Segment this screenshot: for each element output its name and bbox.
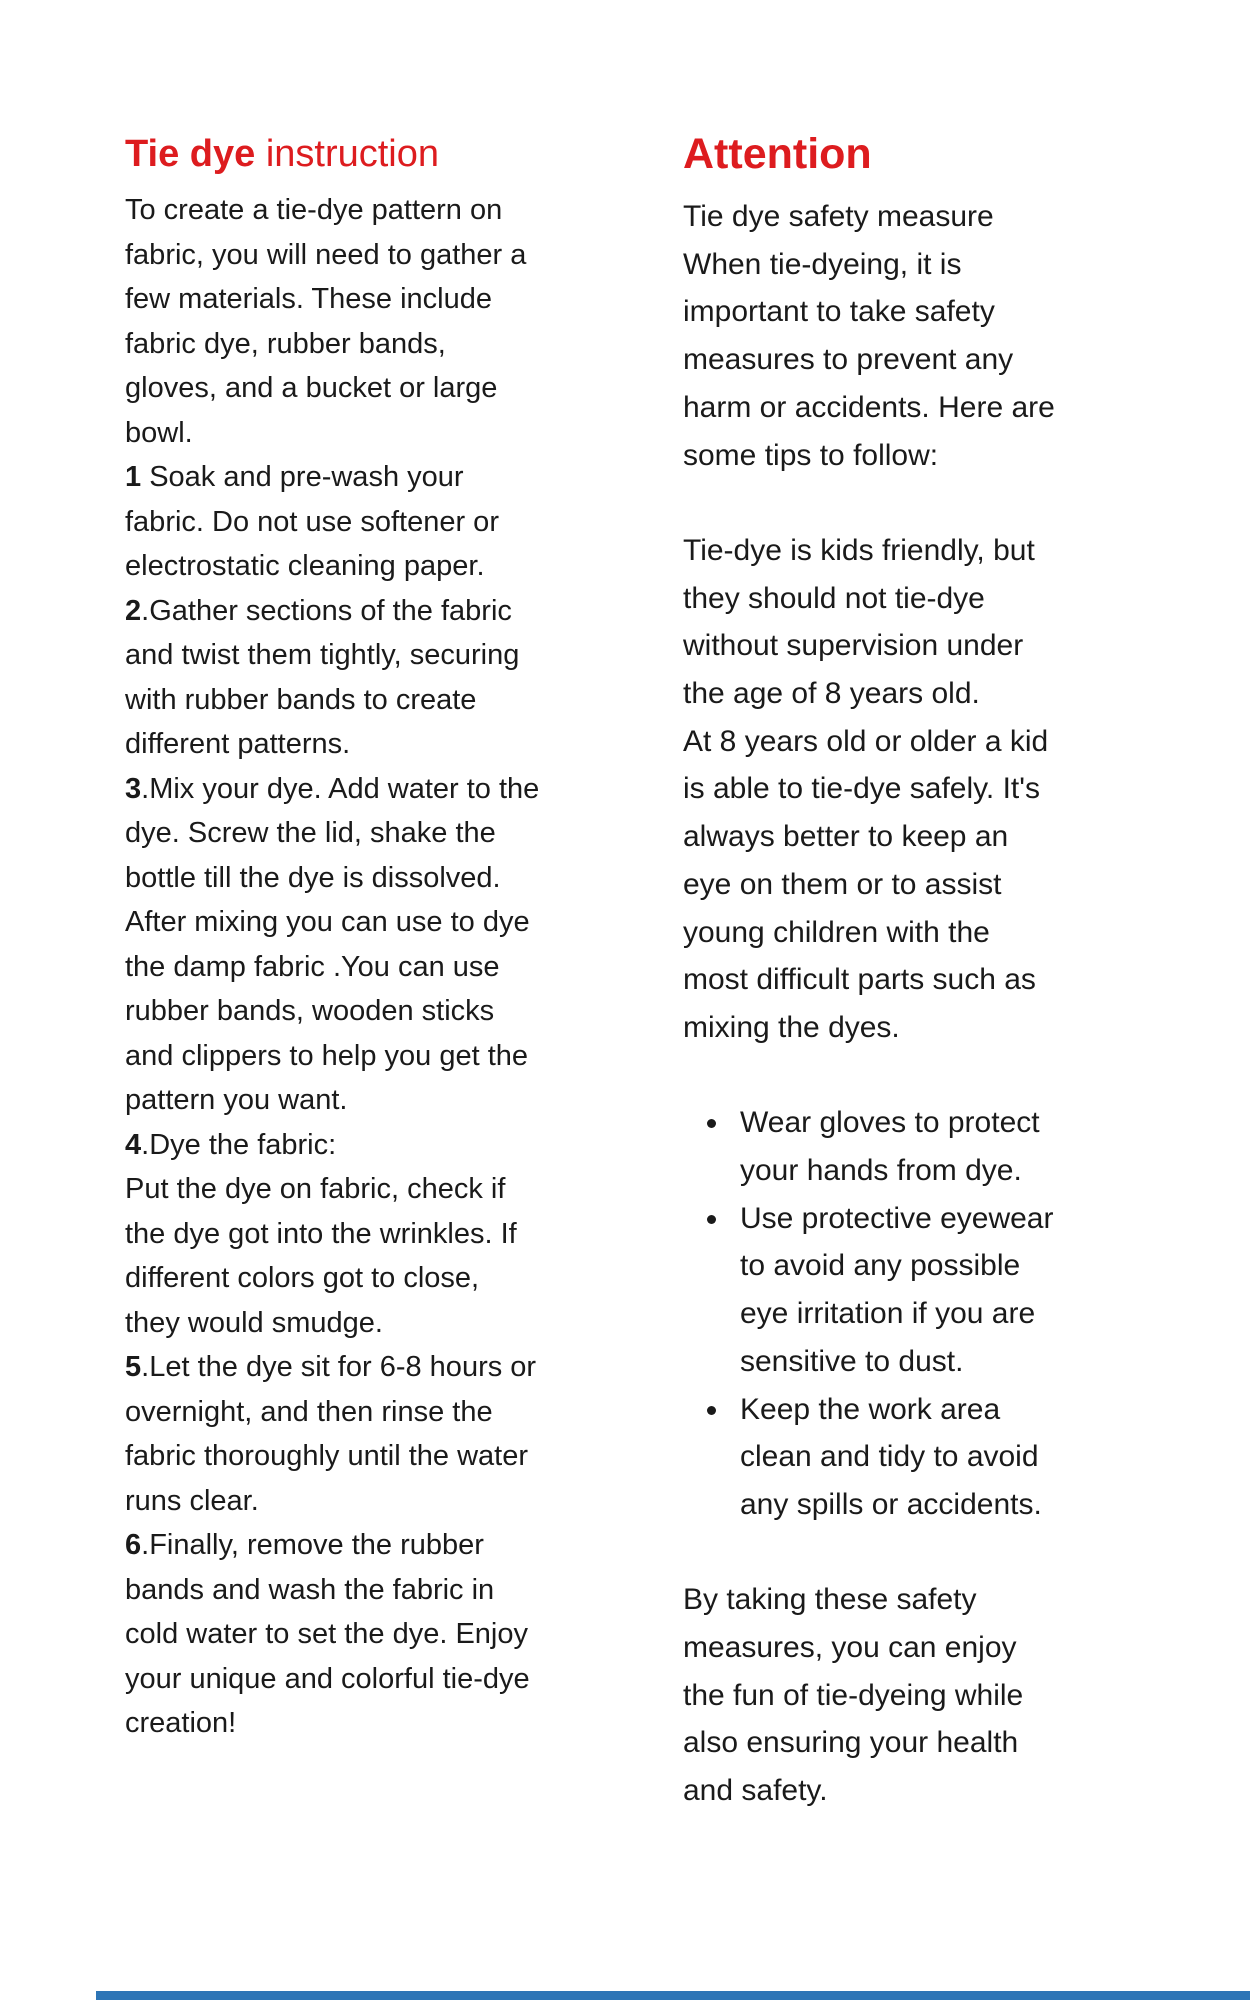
text-line: At 8 years old or older a kid [683,724,1049,758]
text-line: 2.Gather sections of the fabric [125,594,512,627]
title-bold-text: Attention [683,130,872,178]
text-line: young children with the [683,915,990,949]
text-line: and safety. [683,1774,828,1808]
text-line: different patterns. [125,728,351,760]
text-line: To create a tie-dye pattern on [125,194,503,226]
text-line: Put the dye on fabric, check if [125,1173,506,1205]
bullet-text [740,1099,1040,1194]
text-line: eye on them or to assist [683,867,1002,901]
text-line: creation! [125,1707,237,1739]
text-line: eye irritation if you are [740,1297,1036,1331]
text-line: cold water to set the dye. Enjoy [125,1618,528,1650]
text-line: most difficult parts such as [683,963,1036,997]
text-line: gloves, and a bucket or large [125,372,498,404]
text-line: runs clear. [125,1484,259,1517]
text-line: with rubber bands to create [125,683,477,716]
paragraph-spacer [683,1529,1223,1577]
text-line: is able to tie-dye safely. It's [683,772,1040,806]
text-line: the fun of tie-dyeing while [683,1678,1024,1712]
text-line: bowl. [125,416,193,449]
paragraph-spacer [683,1052,1223,1100]
text-line: dye. Screw the lid, shake the [125,817,496,849]
text-line: they should not tie-dye [683,581,985,615]
bullet-text [740,1386,1042,1529]
text-line: important to take safety [683,295,995,329]
left-column [125,128,645,1746]
text-line: without supervision under [683,629,1024,663]
text-line: they would smudge. [125,1306,383,1339]
text-line: After mixing you can use to dye [125,906,530,938]
text-line: Tie-dye is kids friendly, but [683,533,1035,567]
text-line: measures, you can enjoy [683,1631,1017,1665]
text-line: few materials. These include [125,283,492,315]
text-line: By taking these safety [683,1583,977,1617]
text-line: mixing the dyes. [683,1010,900,1044]
text-line: your unique and colorful tie-dye [125,1662,530,1695]
bullet-dot [683,1195,740,1386]
text-line: rubber bands, wooden sticks [125,995,495,1027]
right-column-title [683,128,1223,180]
text-line: fabric thoroughly until the water [125,1440,528,1472]
bullet-item [683,1386,1223,1529]
text-line: bands and wash the fabric in [125,1573,495,1606]
text-line: 5.Let the dye sit for 6-8 hours or [125,1351,537,1383]
text-line: 1 Soak and pre-wash your [125,461,464,493]
text-line: clean and tidy to avoid [740,1440,1039,1474]
bullet-text [740,1195,1053,1386]
text-line: 3.Mix your dye. Add water to the [125,772,540,805]
title-bold-text: Tie dye [125,133,256,175]
text-line: to avoid any possible [740,1249,1021,1283]
text-line: When tie-dyeing, it is [683,247,962,281]
text-line: sensitive to dust. [740,1344,964,1378]
text-line: Tie dye safety measure [683,200,994,233]
text-line: some tips to follow: [683,438,939,472]
text-line: and twist them tightly, securing [125,639,520,671]
left-column-title [125,128,645,180]
text-line: the age of 8 years old. [683,677,980,711]
text-line: fabric dye, rubber bands, [125,327,446,360]
bullet-dot [683,1099,740,1194]
text-line: always better to keep an [683,820,1009,854]
text-line: any spills or accidents. [740,1487,1042,1521]
text-line: measures to prevent any [683,343,1014,377]
paragraph-spacer [683,479,1223,527]
text-line: Wear gloves to protect [740,1106,1040,1140]
text-line: Keep the work area [740,1392,1001,1426]
closing-text [683,1576,1223,1815]
bullet-item [683,1099,1223,1194]
text-line: 4.Dye the fabric: [125,1128,337,1161]
text-line: 6.Finally, remove the rubber [125,1529,484,1561]
bullet-dot [683,1386,740,1529]
safety-intro-text [683,193,1223,479]
bullet-item [683,1195,1223,1386]
text-line: Use protective eyewear [740,1201,1054,1235]
text-line: fabric, you will need to gather a [125,238,527,271]
text-line: harm or accidents. Here are [683,390,1055,424]
text-line: also ensuring your health [683,1726,1019,1760]
safety-tips-list [683,1099,1223,1528]
text-line: electrostatic cleaning paper. [125,550,485,582]
right-column [683,128,1223,1815]
title-regular-text: instruction [255,133,440,175]
text-line: your hands from dye. [740,1154,1022,1188]
text-line: pattern you want. [125,1084,348,1116]
text-line: the damp fabric .You can use [125,950,500,983]
footer-accent-bar [96,1991,1250,2000]
text-line: and clippers to help you get the [125,1039,529,1072]
instructions-text [125,188,645,1746]
kids-safety-text [683,527,1223,1052]
text-line: bottle till the dye is dissolved. [125,861,501,894]
text-line: different colors got to close, [125,1262,480,1294]
text-line: fabric. Do not use softener or [125,505,499,538]
text-line: the dye got into the wrinkles. If [125,1217,517,1250]
text-line: overnight, and then rinse the [125,1395,493,1428]
